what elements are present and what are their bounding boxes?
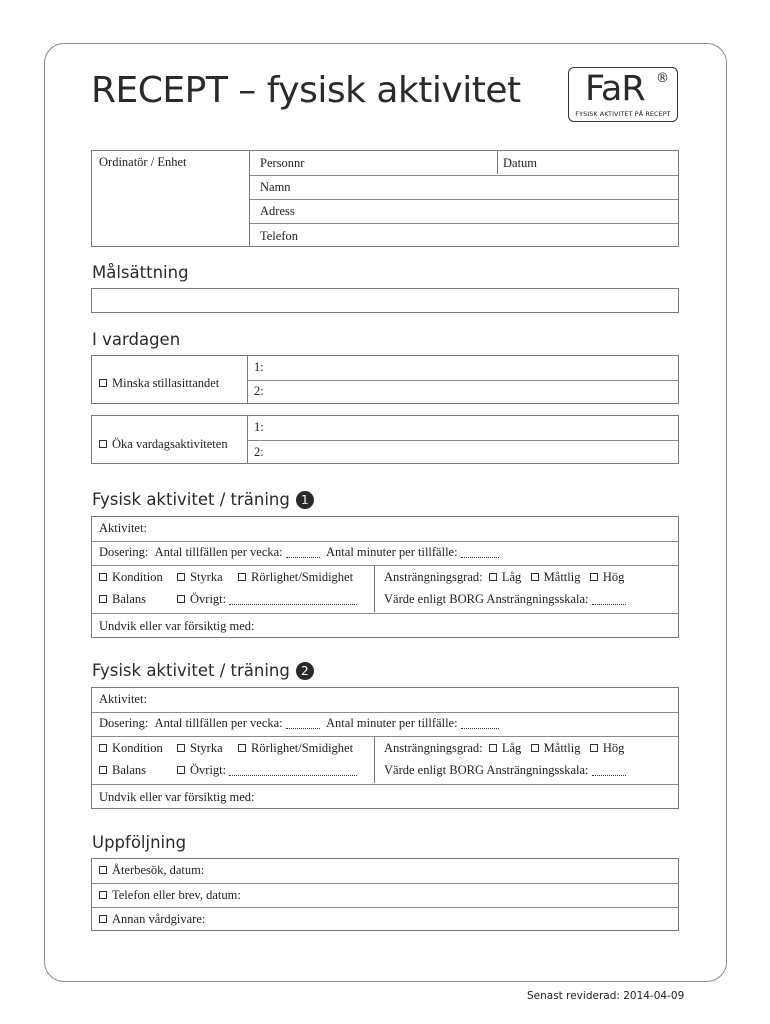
far-logo xyxy=(568,67,678,122)
t1-anstrangningsgrad-row[interactable]: Ansträngningsgrad: Låg Måttlig Hög xyxy=(384,570,625,584)
ordinator-field[interactable]: Ordinatör / Enhet xyxy=(99,155,187,169)
page-title: RECEPT – fysisk aktivitet xyxy=(91,70,521,111)
t2-undvik-field[interactable]: Undvik eller var försiktig med: xyxy=(99,790,255,804)
number-2-badge: 2 xyxy=(296,662,314,680)
t2-anstrangningsgrad-row[interactable]: Ansträngningsgrad: Låg Måttlig Hög xyxy=(384,741,625,755)
revision-date: Senast reviderad: 2014-04-09 xyxy=(527,990,685,1002)
t1-ovrigt-checkbox[interactable]: Övrigt: xyxy=(177,592,357,606)
t2-dosering-row[interactable]: Dosering: Antal tillfällen per vecka: Antal minuter per tillfälle: xyxy=(99,716,499,730)
oka-vardagsaktivitet-checkbox[interactable]: Öka vardagsaktiviteten xyxy=(99,437,228,451)
t2-styrka-checkbox[interactable]: Styrka xyxy=(177,741,223,755)
t1-borg-field[interactable]: Värde enligt BORG Ansträngningsskala: xyxy=(384,592,626,606)
personnr-field[interactable]: Personnr xyxy=(260,156,305,170)
t1-rorlighet-checkbox[interactable]: Rörlighet/Smidighet xyxy=(238,570,353,584)
t2-rorlighet-checkbox[interactable]: Rörlighet/Smidighet xyxy=(238,741,353,755)
adress-field[interactable]: Adress xyxy=(260,204,295,218)
t2-aktivitet-field[interactable]: Aktivitet: xyxy=(99,692,147,706)
t1-dosering-row[interactable]: Dosering: Antal tillfällen per vecka: Antal minuter per tillfälle: xyxy=(99,545,499,559)
t2-ovrigt-checkbox[interactable]: Övrigt: xyxy=(177,763,357,777)
t1-balans-checkbox[interactable]: Balans xyxy=(99,592,146,606)
t2-balans-checkbox[interactable]: Balans xyxy=(99,763,146,777)
vardagen-1-line-1[interactable]: 1: xyxy=(254,360,264,374)
checkbox-icon xyxy=(99,379,107,387)
logo-subtitle: FYSISK AKTIVITET PÅ RECEPT xyxy=(575,110,671,118)
malsattning-heading: Målsättning xyxy=(92,263,189,282)
aterbesok-checkbox[interactable]: Återbesök, datum: xyxy=(99,863,204,877)
telefon-field[interactable]: Telefon xyxy=(260,229,298,243)
annan-vardgivare-checkbox[interactable]: Annan vårdgivare: xyxy=(99,912,205,926)
t1-aktivitet-field[interactable]: Aktivitet: xyxy=(99,521,147,535)
logo-word: FaR xyxy=(585,69,645,109)
training-1-heading: Fysisk aktivitet / träning 1 xyxy=(92,490,314,509)
checkbox-icon xyxy=(99,440,107,448)
vardagen-1-line-2[interactable]: 2: xyxy=(254,384,264,398)
namn-field[interactable]: Namn xyxy=(260,180,291,194)
uppfoljning-heading: Uppföljning xyxy=(92,833,187,852)
training-2-heading: Fysisk aktivitet / träning 2 xyxy=(92,661,314,680)
minska-stillasittande-checkbox[interactable]: Minska stillasittandet xyxy=(99,376,219,390)
vardagen-heading: I vardagen xyxy=(92,330,181,349)
datum-field[interactable]: Datum xyxy=(503,156,538,170)
t1-undvik-field[interactable]: Undvik eller var försiktig med: xyxy=(99,619,255,633)
malsattning-field[interactable] xyxy=(91,288,679,313)
number-1-badge: 1 xyxy=(296,491,314,509)
t1-kondition-checkbox[interactable]: Kondition xyxy=(99,570,163,584)
vardagen-2-line-2[interactable]: 2: xyxy=(254,445,264,459)
t1-styrka-checkbox[interactable]: Styrka xyxy=(177,570,223,584)
telefon-brev-checkbox[interactable]: Telefon eller brev, datum: xyxy=(99,888,241,902)
t2-kondition-checkbox[interactable]: Kondition xyxy=(99,741,163,755)
t2-borg-field[interactable]: Värde enligt BORG Ansträngningsskala: xyxy=(384,763,626,777)
vardagen-2-line-1[interactable]: 1: xyxy=(254,420,264,434)
logo-registered-mark: ® xyxy=(656,71,669,86)
